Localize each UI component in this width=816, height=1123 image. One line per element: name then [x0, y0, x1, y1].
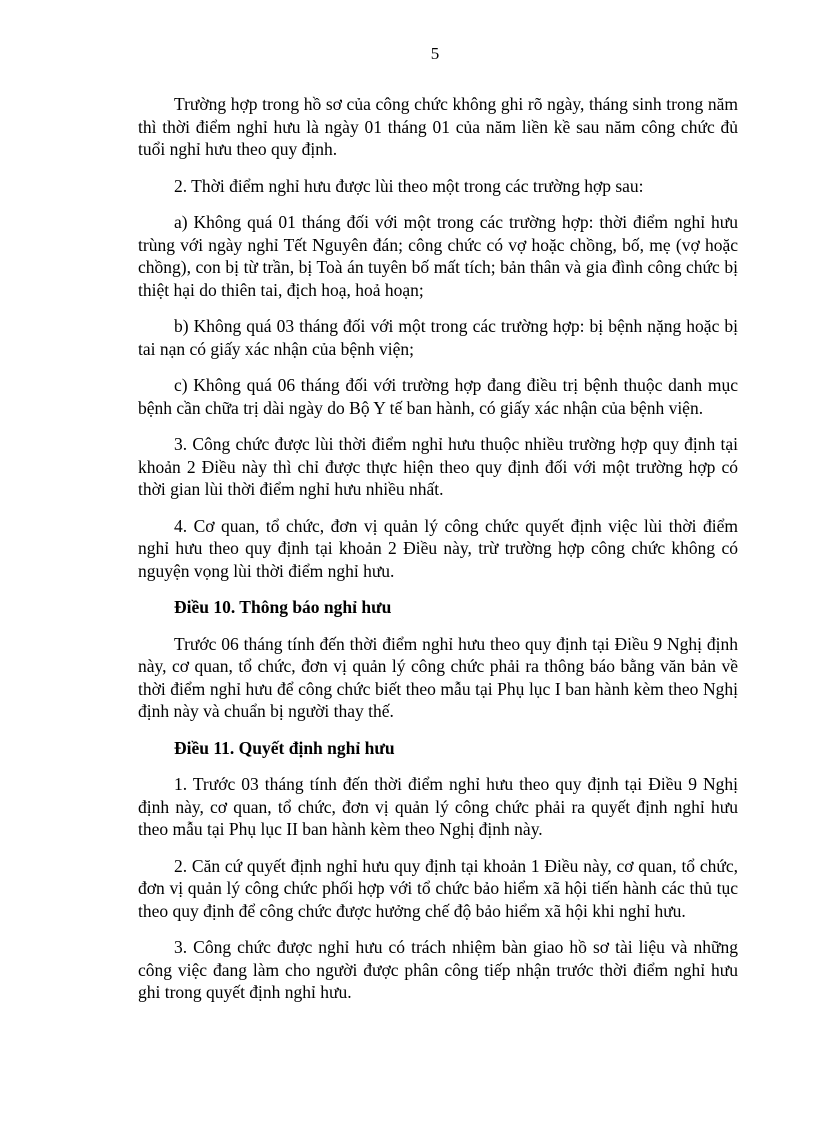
paragraph-item-a: a) Không quá 01 tháng đối với một trong các trường hợp: thời điểm nghỉ hưu trùng với ngày nghỉ Tết Nguyên đán; công chức có vợ hoặc chồng, bố, mẹ (vợ hoặc chồng), con bị từ trần, bị Toà án tuyên bố mất tích; bản thân và gia đình công chức bị thiệt hại do thiên tai, địch hoạ, hoả hoạn;: [138, 212, 738, 300]
paragraph-clause-4: 4. Cơ quan, tổ chức, đơn vị quản lý công chức quyết định việc lùi thời điểm nghỉ hưu theo quy định tại khoản 2 Điều này, trừ trường hợp công chức không có nguyện vọng lùi thời điểm nghỉ hưu.: [138, 515, 738, 581]
article-11-clause-3: 3. Công chức được nghỉ hưu có trách nhiệm bàn giao hồ sơ tài liệu và những công việc đang làm cho người được phân công tiếp nhận trước thời điểm nghỉ hưu ghi trong quyết định nghỉ hưu.: [138, 937, 738, 1002]
paragraph-item-b: b) Không quá 03 tháng đối với một trong các trường hợp: bị bệnh nặng hoặc bị tai nạn có giấy xác nhận của bệnh viện;: [138, 316, 738, 359]
paragraph-item-c: c) Không quá 06 tháng đối với trường hợp đang điều trị bệnh thuộc danh mục bệnh cần chữa trị dài ngày do Bộ Y tế ban hành, có giấy xác nhận của bệnh viện.: [138, 375, 738, 418]
page-number: 5: [430, 44, 440, 63]
document-body: [138, 93, 738, 1018]
article-10-body: Trước 06 tháng tính đến thời điểm nghỉ hưu theo quy định tại Điều 9 Nghị định này, cơ quan, tổ chức, đơn vị quản lý công chức phải ra thông báo bằng văn bản về thời điểm nghỉ hưu để công chức biết theo mẫu tại Phụ lục I ban hành kèm theo Nghị định này và chuẩn bị người thay thế.: [138, 633, 738, 721]
article-11-heading: Điều 11. Quyết định nghỉ hưu: [174, 737, 395, 758]
paragraph-clause-3: 3. Công chức được lùi thời điểm nghỉ hưu thuộc nhiều trường hợp quy định tại khoản 2 Điều này thì chỉ được thực hiện theo quy định đối với một trường hợp có thời gian lùi thời điểm nghỉ hưu nhiều nhất.: [138, 434, 738, 499]
paragraph-birthdate-unknown: Trường hợp trong hồ sơ của công chức không ghi rõ ngày, tháng sinh trong năm thì thời điểm nghỉ hưu là ngày 01 tháng 01 của năm liền kề sau năm công chức đủ tuổi nghỉ hưu theo quy định.: [138, 94, 738, 159]
article-11-clause-2: 2. Căn cứ quyết định nghỉ hưu quy định tại khoản 1 Điều này, cơ quan, tổ chức, đơn vị quản lý công chức phối hợp với tổ chức bảo hiểm xã hội tiến hành các thủ tục theo quy định để công chức được hưởng chế độ bảo hiểm xã hội khi nghỉ hưu.: [138, 855, 738, 921]
article-11-clause-1: 1. Trước 03 tháng tính đến thời điểm nghỉ hưu theo quy định tại Điều 9 Nghị định này, cơ quan, tổ chức, đơn vị quản lý công chức phải ra quyết định nghỉ hưu theo mẫu tại Phụ lục II ban hành kèm theo Nghị định này.: [138, 774, 738, 839]
paragraph-retirement-postponement: 2. Thời điểm nghỉ hưu được lùi theo một trong các trường hợp sau:: [174, 175, 644, 196]
article-10-heading: Điều 10. Thông báo nghỉ hưu: [174, 597, 392, 617]
